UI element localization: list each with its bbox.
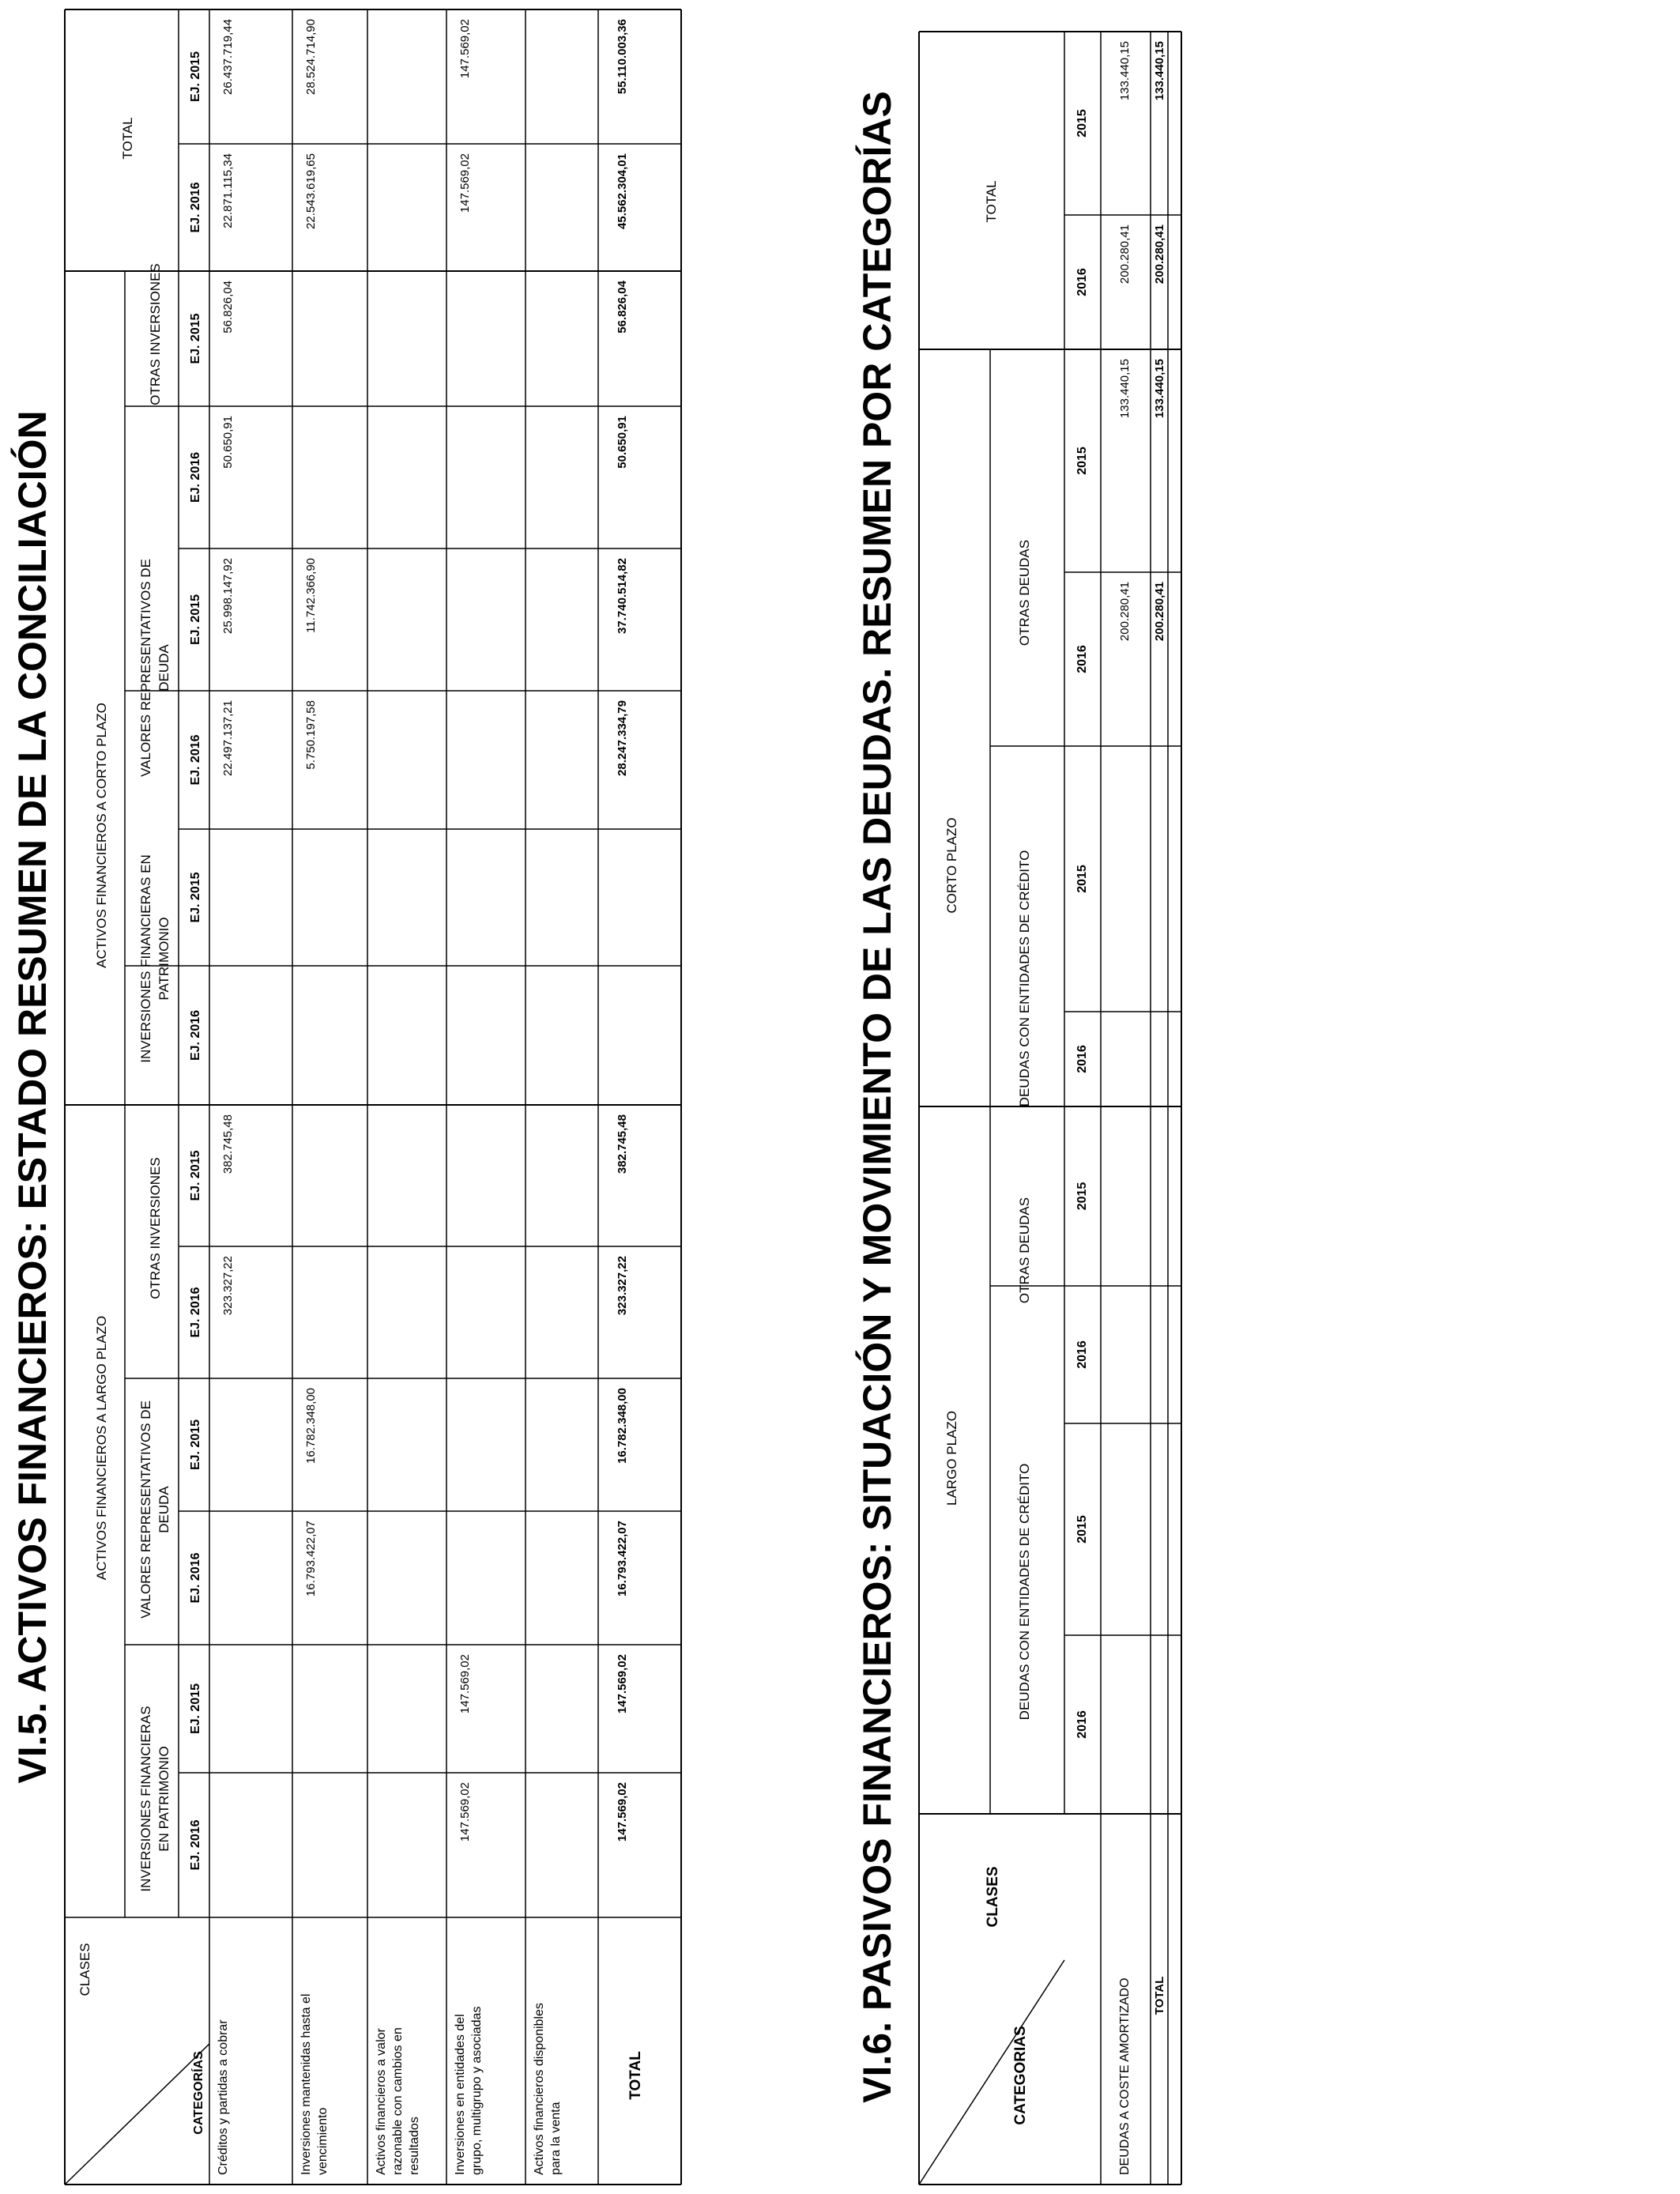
pasivos-cell: 200.280,41 bbox=[1118, 582, 1132, 642]
pasivos-largo-plazo-header: LARGO PLAZO bbox=[944, 1411, 959, 1506]
activos-cell: 56.826,04 bbox=[221, 281, 235, 334]
activos-row-label: Activos financieros disponibles bbox=[533, 2003, 546, 2175]
activos-largo-plazo-header: ACTIVOS FINANCIEROS A LARGO PLAZO bbox=[94, 1315, 109, 1581]
activos-row-label: Activos financieros a valor bbox=[375, 2028, 388, 2175]
activos-total-cell: 147.569,02 bbox=[616, 1654, 629, 1714]
activos-cell: 22.543.619,65 bbox=[304, 153, 318, 229]
activos-cell: 50.650,91 bbox=[221, 416, 235, 469]
activos-cell: 26.437.719,44 bbox=[221, 19, 235, 95]
pasivos-corto-plazo-header: CORTO PLAZO bbox=[944, 817, 959, 914]
activos-year-header: EJ. 2016 bbox=[189, 1819, 202, 1871]
pasivos-year-header: 2015 bbox=[1075, 447, 1089, 475]
pasivos-cell: 133.440,15 bbox=[1118, 359, 1132, 419]
activos-year-header: EJ. 2015 bbox=[189, 872, 202, 923]
activos-total-cell: 323.327,22 bbox=[616, 1256, 629, 1316]
pasivos-row-label: DEUDAS A COSTE AMORTIZADO bbox=[1118, 1977, 1132, 2175]
activos-year-header: EJ. 2016 bbox=[189, 1287, 202, 1338]
activos-row-label: vencimiento bbox=[316, 2107, 330, 2175]
activos-row-label: Inversiones en entidades del bbox=[454, 2014, 467, 2175]
activos-year-header: EJ. 2016 bbox=[189, 734, 202, 786]
activos-row-label: grupo, multigrupo y asociadas bbox=[470, 2006, 484, 2175]
pasivos-year-header: 2016 bbox=[1075, 1340, 1089, 1369]
activos-year-header: EJ. 2015 bbox=[189, 1419, 202, 1471]
activos-total-cell: 56.826,04 bbox=[616, 281, 629, 334]
activos-total-cell: 147.569,02 bbox=[616, 1782, 629, 1842]
cp-deudas-credito-header: DEUDAS CON ENTIDADES DE CRÉDITO bbox=[1017, 850, 1032, 1107]
activos-total-header: TOTAL bbox=[120, 117, 135, 160]
activos-year-header: EJ. 2015 bbox=[189, 1683, 202, 1735]
pasivos-cell: 133.440,15 bbox=[1118, 41, 1132, 101]
activos-row-label: Créditos y partidas a cobrar bbox=[217, 2019, 230, 2175]
activos-cell: 25.998.147,92 bbox=[221, 558, 235, 634]
activos-total-cell: 382.745,48 bbox=[616, 1114, 629, 1174]
activos-cell: 11.742.366,90 bbox=[304, 558, 318, 633]
pasivos-categorias-label: CATEGORIAS bbox=[1012, 2026, 1029, 2125]
pasivos-title: VI.6. PASIVOS FINANCIEROS: SITUACIÓN Y MOVIMIENTO DE LAS DEUDAS. RESUMEN POR CATEGORÍAS bbox=[855, 91, 899, 2103]
activos-cell: 16.782.348,00 bbox=[304, 1388, 318, 1464]
activos-total-cell: 28.247.334,79 bbox=[616, 700, 629, 776]
activos-cell: 147.569,02 bbox=[458, 153, 472, 213]
activos-year-header: EJ. 2015 bbox=[189, 594, 202, 646]
pasivos-year-header: 2015 bbox=[1075, 109, 1089, 138]
pasivos-total-label: TOTAL bbox=[1153, 1976, 1166, 2015]
activos-title: VI.5. ACTIVOS FINANCIEROS: ESTADO RESUMEN DE LA CONCILIACIÓN bbox=[10, 410, 55, 1784]
pasivos-year-header: 2015 bbox=[1075, 1182, 1089, 1211]
activos-cell: 28.524.714,90 bbox=[304, 19, 318, 95]
activos-year-header: EJ. 2015 bbox=[189, 313, 202, 364]
activos-total-cell: 16.782.348,00 bbox=[616, 1388, 629, 1464]
activos-cell: 323.327,22 bbox=[221, 1256, 235, 1316]
activos-cell: 22.497.137,21 bbox=[221, 700, 235, 776]
pasivos-year-header: 2016 bbox=[1075, 1045, 1089, 1073]
activos-row-label: resultados bbox=[408, 2117, 421, 2175]
activos-row-label: para la venta bbox=[549, 2102, 563, 2175]
lp-valores-header-2: DEUDA bbox=[156, 1486, 171, 1533]
cp-valores-header: VALORES REPRESENTATIVOS DE bbox=[138, 559, 153, 777]
activos-row-label: razonable con cambios en bbox=[391, 2027, 405, 2175]
activos-year-header: EJ. 2016 bbox=[189, 1552, 202, 1604]
cp-inv-patrimonio-header-2: PATRIMONIO bbox=[156, 917, 171, 1001]
activos-categorias-label: CATEGORÍAS bbox=[192, 2051, 205, 2135]
activos-year-header: EJ. 2015 bbox=[189, 1150, 202, 1201]
activos-cell: 16.793.422,07 bbox=[304, 1521, 318, 1596]
pasivos-total-cell: 200.280,41 bbox=[1153, 582, 1166, 642]
activos-cell: 147.569,02 bbox=[458, 19, 472, 79]
activos-cell: 22.871.115,34 bbox=[221, 153, 235, 228]
lp-inv-patrimonio-header-2: EN PATRIMONIO bbox=[156, 1746, 171, 1852]
activos-year-header: EJ. 2016 bbox=[189, 1009, 202, 1061]
pasivos-year-header: 2016 bbox=[1075, 268, 1089, 296]
activos-total-cell: 16.793.422,07 bbox=[616, 1521, 629, 1596]
pasivos-year-header: 2016 bbox=[1075, 645, 1089, 673]
pasivos-total-cell: 133.440,15 bbox=[1153, 359, 1166, 419]
activos-corto-plazo-header: ACTIVOS FINANCIEROS A CORTO PLAZO bbox=[94, 703, 109, 968]
pasivos-total-header: TOTAL bbox=[984, 180, 999, 223]
activos-cell: 147.569,02 bbox=[458, 1654, 472, 1714]
lp-otras-inversiones-header: OTRAS INVERSIONES bbox=[148, 1157, 163, 1299]
activos-total-cell: 55.110.003,36 bbox=[616, 19, 629, 95]
activos-year-header: EJ. 2016 bbox=[189, 451, 202, 503]
activos-total-cell: 37.740.514,82 bbox=[616, 558, 629, 634]
cp-otras-inversiones-header: OTRAS INVERSIONES bbox=[148, 263, 163, 405]
activos-row-label: Inversiones mantenidas hasta el bbox=[299, 1993, 313, 2175]
activos-year-header: EJ. 2015 bbox=[189, 51, 202, 103]
pasivos-year-header: 2015 bbox=[1075, 1515, 1089, 1544]
cp-inv-patrimonio-header: INVERSIONES FINANCIERAS EN bbox=[138, 854, 153, 1063]
cp-otras-deudas-header: OTRAS DEUDAS bbox=[1017, 539, 1032, 647]
activos-total-label: TOTAL bbox=[627, 2051, 644, 2100]
activos-year-header: EJ. 2016 bbox=[189, 182, 202, 233]
activos-cell: 147.569,02 bbox=[458, 1782, 472, 1842]
activos-total-cell: 45.562.304,01 bbox=[616, 153, 629, 229]
lp-inv-patrimonio-header: INVERSIONES FINANCIERAS bbox=[138, 1706, 153, 1892]
lp-deudas-credito-header: DEUDAS CON ENTIDADES DE CRÉDITO bbox=[1017, 1463, 1032, 1721]
activos-cell: 382.745,48 bbox=[221, 1114, 235, 1174]
lp-valores-header: VALORES REPRESENTATIVOS DE bbox=[138, 1400, 153, 1619]
pasivos-clases-label: CLASES bbox=[985, 1866, 1001, 1928]
pasivos-total-cell: 200.280,41 bbox=[1153, 224, 1166, 285]
pasivos-year-header: 2015 bbox=[1075, 865, 1089, 893]
pasivos-year-header: 2016 bbox=[1075, 1710, 1089, 1739]
cp-valores-header-2: DEUDA bbox=[156, 644, 171, 692]
pasivos-cell: 200.280,41 bbox=[1118, 224, 1132, 285]
activos-cell: 5.750.197,58 bbox=[304, 700, 318, 770]
activos-clases-label: CLASES bbox=[77, 1943, 92, 1996]
pasivos-total-cell: 133.440,15 bbox=[1153, 41, 1166, 101]
activos-total-cell: 50.650,91 bbox=[616, 416, 629, 469]
lp-otras-deudas-header: OTRAS DEUDAS bbox=[1017, 1197, 1032, 1304]
